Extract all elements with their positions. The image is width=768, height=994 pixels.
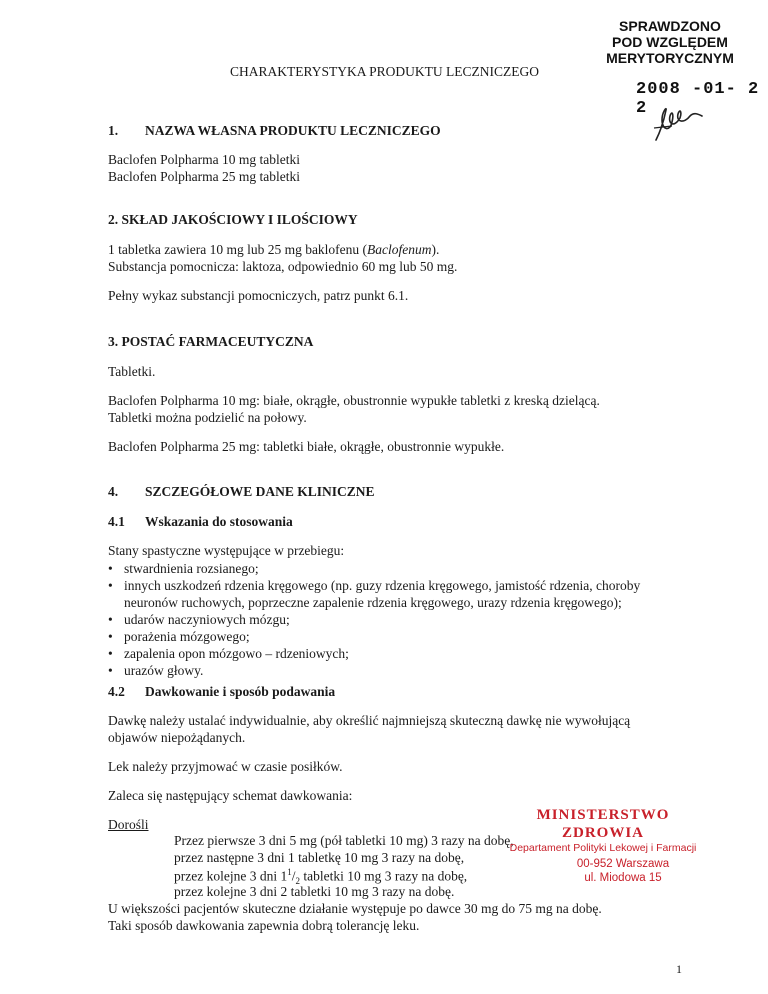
- list-item: • innych uszkodzeń rdzenia kręgowego (np. guzy rdzenia kręgowego, jamistość rdzenia, choroby neuronów ruchowych, poprzeczne zapalenie rdzenia kręgowego, urazy rdzenia kręgowego);: [108, 577, 640, 611]
- section-2-line-2: Substancja pomocnicza: laktoza, odpowiednio 60 mg lub 50 mg.: [108, 259, 458, 274]
- ministry-stamp-name: MINISTERSTWO ZDROWIA: [536, 807, 670, 841]
- section-3-line-4: Baclofen Polpharma 25 mg: tabletki białe, okrągłe, obustronnie wypukłe.: [108, 439, 505, 454]
- stamp-line-1: SPRAWDZONO: [619, 18, 721, 34]
- adults-label: Dorośli: [108, 817, 149, 832]
- section-4-1-title: Wskazania do stosowania: [145, 514, 293, 529]
- section-1-title: NAZWA WŁASNA PRODUKTU LECZNICZEGO: [145, 123, 441, 138]
- section-3-line-1: Tabletki.: [108, 364, 156, 379]
- section-3-title: 3. POSTAĆ FARMACEUTYCZNA: [108, 334, 314, 349]
- dose-step-3: przez kolejne 3 dni $1^1/_2$ tabletki 10 mg 3 razy na dobę,: [174, 867, 468, 887]
- dosage-paragraph-3: Zaleca się następujący schemat dawkowania:: [108, 788, 353, 803]
- verification-stamp: [590, 18, 750, 66]
- ministry-stamp: [496, 806, 710, 885]
- indications-list: [108, 560, 640, 679]
- list-item: • porażenia mózgowego;: [108, 628, 640, 645]
- list-item: • zapalenia opon mózgowo – rdzeniowych;: [108, 645, 640, 662]
- dosage-paragraph-1-line-1: Dawkę należy ustalać indywidualnie, aby określić najmniejszą skuteczną dawkę nie wywołującą: [108, 713, 631, 728]
- section-1-number: 1.: [108, 123, 119, 138]
- list-item: • urazów głowy.: [108, 662, 640, 679]
- section-4-number: 4.: [108, 484, 119, 499]
- section-3-line-3: Tabletki można podzielić na połowy.: [108, 410, 307, 425]
- dosage-paragraph-4: U większości pacjentów skuteczne działanie występuje po dawce 30 mg do 75 mg na dobę.: [108, 901, 602, 916]
- dose-step-1: Przez pierwsze 3 dni 5 mg (pół tabletki 10 mg) 3 razy na dobę,: [174, 833, 514, 848]
- section-4-2-number: 4.2: [108, 684, 125, 699]
- stamp-line-2: POD WZGLĘDEM: [612, 34, 728, 50]
- document-title: CHARAKTERYSTYKA PRODUKTU LECZNICZEGO: [230, 64, 540, 79]
- section-4-2-title: Dawkowanie i sposób podawania: [145, 684, 336, 699]
- section-2-line-1: 1 tabletka zawiera 10 mg lub 25 mg baklofenu (Baclofenum).: [108, 242, 440, 257]
- section-2-line-3: Pełny wykaz substancji pomocniczych, patrz punkt 6.1.: [108, 288, 409, 303]
- section-4-1-number: 4.1: [108, 514, 125, 529]
- ministry-stamp-city: 00-952 Warszawa: [576, 858, 670, 870]
- page-number: 1: [676, 962, 682, 976]
- ministry-stamp-department: Departament Polityki Lekowej i Farmacji: [509, 842, 697, 854]
- ministry-stamp-street: ul. Miodowa 15: [584, 872, 662, 884]
- section-4-title: SZCZEGÓŁOWE DANE KLINICZNE: [145, 484, 375, 499]
- section-3-line-2: Baclofen Polpharma 10 mg: białe, okrągłe, obustronnie wypukłe tabletki z kreską dzielącą.: [108, 393, 600, 408]
- dosage-paragraph-1-line-2: objawów niepożądanych.: [108, 730, 246, 745]
- stamp-date: 2008 -01- 2 2: [636, 80, 760, 118]
- section-1-line-2: Baclofen Polpharma 25 mg tabletki: [108, 169, 300, 184]
- dose-step-2: przez następne 3 dni 1 tabletkę 10 mg 3 razy na dobę,: [174, 850, 465, 865]
- stamp-line-3: MERYTORYCZNYM: [606, 50, 734, 66]
- handwritten-signature: [650, 102, 710, 146]
- dosage-paragraph-5: Taki sposób dawkowania zapewnia dobrą tolerancję leku.: [108, 918, 420, 933]
- dosage-paragraph-2: Lek należy przyjmować w czasie posiłków.: [108, 759, 343, 774]
- list-item: • udarów naczyniowych mózgu;: [108, 611, 640, 628]
- section-2-title: 2. SKŁAD JAKOŚCIOWY I ILOŚCIOWY: [108, 212, 358, 227]
- list-item: • stwardnienia rozsianego;: [108, 560, 640, 577]
- indications-intro: Stany spastyczne występujące w przebiegu:: [108, 543, 345, 558]
- section-1-line-1: Baclofen Polpharma 10 mg tabletki: [108, 152, 300, 167]
- dose-step-4: przez kolejne 3 dni 2 tabletki 10 mg 3 razy na dobę.: [174, 884, 455, 899]
